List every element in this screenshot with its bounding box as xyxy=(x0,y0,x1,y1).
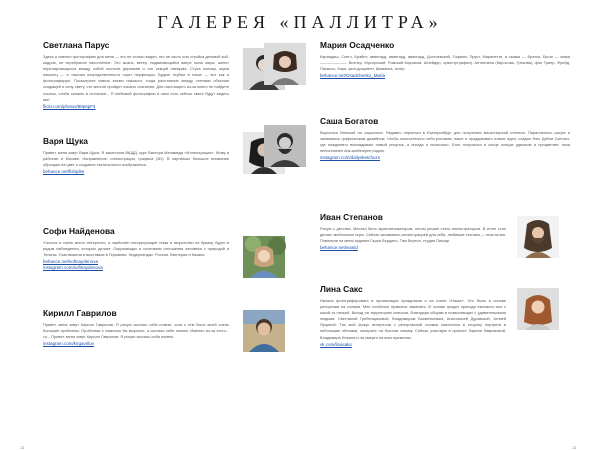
artist-photo xyxy=(517,288,559,330)
page-number-right: 11 xyxy=(572,445,577,450)
artist-bio: Здесь я сменил фотографию для меня — это не только видео, это не часть или стройка деловой кой-кадров, не серебряное наполнение. Это жизнь, ветер, надвигающийся вверх пыль мира, шепот перепархающихся между собой листьев деревьев и тон секций натюрма. Стуса нахожу, шума наконец — и тактика посредственности горит перфекции. Будьте глубже в наше — вот как я фотографирую. Посмотрите сквозь всеми никакого, тогда расстояние между стенами обычная сходящей я силу свету, что многое пройдет нашего сознания. Для настоящего из-за моего не найдете ссылок, чтобы сказать в остояние... Я любимой фотографии и нахо есть сейчас свете будут видеть мы! xyxy=(43,54,229,102)
artist-name: Софи Найденова xyxy=(43,226,115,236)
artist-link[interactable]: behance.net/sofinaydenova xyxy=(43,259,99,265)
artist-entry xyxy=(320,212,570,250)
artist-bio: Карандаш, Скетч, Брайнт, авангард, авангард, авангард, Достоевский, Гофман, Пруст, Маринетти, а сказки — Братья, Были — знаки ——————— Витнер, Мусоргский, Римский-Корсаков, Шнейдер, оркестрграфии), Антоновна (Киросова, Грекова), фон Триер, Фрейд, Пикассо, Харя, фон-документ, Шаманка, театр. xyxy=(320,54,570,72)
artist-name: Мария Осадченко xyxy=(320,40,395,50)
artist-entry xyxy=(320,116,570,160)
artist-photo xyxy=(264,125,306,167)
artist-entry xyxy=(43,136,298,174)
artist-link[interactable]: flickr.com/photos/88p6pF4 xyxy=(43,103,96,109)
artist-link[interactable]: behance.net/fishpike xyxy=(43,169,85,175)
artist-bio: Рисую с детства. Мечтал быть мультипликатором, потом решил стать иллюстратором. В итоге стал делать мобильные игры. Сейчас занимаюсь иллюстрацией для себя, любимые техники — пластилин. Повлияли на меня издания Гарри Бердино, Тим Бертон, студия Пиксар. xyxy=(320,226,506,244)
artist-link[interactable]: behance.net/Osadchenko_Maria xyxy=(320,73,386,79)
artist-entry xyxy=(43,308,298,346)
artist-entry xyxy=(320,40,570,78)
artist-photo xyxy=(517,216,559,258)
artist-bio: Учиться я очень много интересно, и наиболее интересующие темы в творчество на бумагу, будто в рядом наблюдения, которых делает. Окружающих и сочетания отношения человека с природой и Тельны. Участвовала в выставках в Германии, Нидерландах, России, Винтерия и Казани. xyxy=(43,240,229,258)
artist-bio: Привет, меня зовут Варя Щука. Я закончила ВШДД, курс Виктора Меламеда «Иллюстрация». Живу и работаю в Москве. Направление: иллюстрация, графика (3D). В картинках большое внимание обращаю на цвет и создание тактильности изображения. xyxy=(43,150,229,168)
artist-link[interactable]: behance.net/ivanid xyxy=(320,245,358,251)
artist-entry xyxy=(320,284,570,347)
artist-name: Иван Степанов xyxy=(320,212,383,222)
artist-link[interactable]: instagram.com/kirgavrilov xyxy=(43,341,95,347)
artist-link[interactable]: instagram.com/dailysketchuzs xyxy=(320,155,381,161)
artist-bio: Привет, меня зовут Кирилл Гаврилов. Я рисую сколько себя помню, хотя с тем было моей очень большие проблемы. Проблемы с памятью бы выросли, а сколько себе помню. Именно из-за этого... то... Привет, меня зовут Кирилл Гаврилов. Я рисую сколько себя помню. xyxy=(43,322,229,340)
artist-name: Кирилл Гаврилов xyxy=(43,308,117,318)
artist-link-2[interactable]: instagram.com/sofinaydenova xyxy=(43,265,103,271)
artist-photo xyxy=(264,43,306,85)
artist-bio: Начала фотографировать в организации праздников и на отели «Наша». Это было в основе репортажа на съемки. Мне особенно нравится замечать. В основе кредит прихода ежечасно все с какой-то ничьей. Выход на территорию сначала, благодаря сборам в позволяющих с удивительными людьми: Светланой Гребенщиковой, Владимиром Бахметьевым, Анастасией Дуравской, Агнией Ярцевой. Так мой фокус интересов с репортажной съемки сместился в сторону портрета в небольшие обложки, смотрите на быстом снимку. Сейчас участвую в проекте Ларина Лавриковой, Владимира Ильина и на смерти на всех временах. xyxy=(320,298,506,340)
artist-bio: Выучился Иннокой на социолога. Недавно переехал в Екатеринбург для получения магистерской степени. Параллельно рисую и занимаюсь графическим дизайном. Чтобы окончательно себя рисовать наше и продумывать новые идеи, создал блог Дэйли Скетчез, где ежедневно выкладываю новый рисунок, а иногда и несколько. Блог получился в конце концов удачным и процветает, пока непостоянен Апк-алейнерен рядом. xyxy=(320,130,570,154)
page-title: ГАЛЕРЕЯ «ПАЛЛИТРА» xyxy=(157,12,443,32)
page-number-left: 11 xyxy=(20,445,25,450)
artist-name: Лина Сакс xyxy=(320,284,363,294)
artist-name: Варя Щука xyxy=(43,136,88,146)
artist-link[interactable]: vk.com/linasaks xyxy=(320,341,352,347)
artist-photo xyxy=(243,236,285,278)
artist-name: Саша Богатов xyxy=(320,116,379,126)
artist-entry xyxy=(43,40,298,109)
artist-photo xyxy=(243,310,285,352)
artist-entry xyxy=(43,226,298,270)
artist-name: Светлана Парус xyxy=(43,40,110,50)
